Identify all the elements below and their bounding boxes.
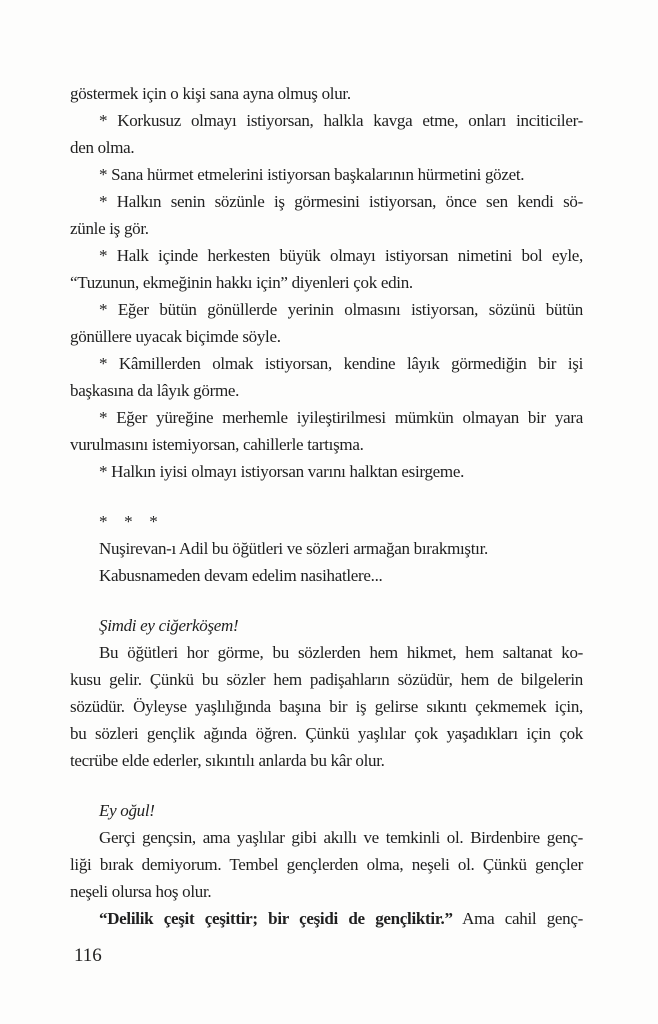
text-line: liği bırak demiyorum. Tembel gençlerden olma, neşeli ol. Çünkü gençler <box>70 855 583 874</box>
paragraph <box>70 296 583 350</box>
paragraph <box>70 824 583 905</box>
paragraph <box>70 535 583 562</box>
paragraph <box>70 350 583 404</box>
text-line: * Eğer yüreğine merhemle iyileştirilmesi mümkün olmayan bir yara <box>99 408 583 427</box>
section-separator <box>70 508 583 535</box>
text-line: * Halkın iyisi olmayı istiyorsan varını halktan esirgeme. <box>99 462 465 481</box>
text-line: Bu öğütleri hor görme, bu sözlerden hem hikmet, hem saltanat ko- <box>99 643 583 662</box>
text-line: * * * <box>99 512 158 531</box>
paragraph <box>70 458 583 485</box>
text-line: neşeli olursa hoş olur. <box>70 882 212 901</box>
page-number: 116 <box>74 945 102 966</box>
text-line: Şimdi ey ciğerköşem! <box>99 616 239 635</box>
text-line: * Sana hürmet etmelerini istiyorsan başkalarının hürmetini gözet. <box>99 165 525 184</box>
text-line: * Korkusuz olmayı istiyorsan, halkla kavga etme, onları inciticiler- <box>99 111 583 130</box>
text-line: Kabusnameden devam edelim nasihatlere... <box>99 566 383 585</box>
paragraph <box>70 639 583 774</box>
bold-quote-text: “Delilik çeşit çeşittir; bir çeşidi de gençliktir.” <box>99 909 453 928</box>
text-line: gönüllere uyacak biçimde söyle. <box>70 327 281 346</box>
text-line: * Eğer bütün gönüllerde yerinin olmasını istiyorsan, sözünü bütün <box>99 300 583 319</box>
text-line: tecrübe elde ederler, sıkıntılı anlarda bu kâr olur. <box>70 751 385 770</box>
paragraph <box>70 80 583 107</box>
paragraph <box>70 242 583 296</box>
paragraph <box>70 161 583 188</box>
text-line: * Halk içinde herkesten büyük olmayı istiyorsan nimetini bol eyle, <box>99 246 583 265</box>
italic-heading <box>70 612 583 639</box>
paragraph <box>70 107 583 161</box>
paragraph <box>70 562 583 589</box>
italic-heading <box>70 797 583 824</box>
text-line: * Halkın senin sözünle iş görmesini istiyorsan, önce sen kendi sö- <box>99 192 583 211</box>
text-line: Ey oğul! <box>99 801 155 820</box>
text-line: zünle iş gör. <box>70 219 149 238</box>
text-line: Nuşirevan-ı Adil bu öğütleri ve sözleri armağan bırakmıştır. <box>99 539 488 558</box>
paragraph <box>70 404 583 458</box>
text-line: den olma. <box>70 138 135 157</box>
text-line: vurulmasını istemiyorsan, cahillerle tartışma. <box>70 435 364 454</box>
plain-text: Ama cahil genç- <box>452 909 583 928</box>
text-line: Gerçi gençsin, ama yaşlılar gibi akıllı ve temkinli ol. Birdenbire genç- <box>99 828 583 847</box>
paragraph <box>70 905 583 932</box>
text-line: “Tuzunun, ekmeğinin hakkı için” diyenleri çok edin. <box>70 273 413 292</box>
text-line: başkasına da lâyık görme. <box>70 381 240 400</box>
text-line: sözüdür. Öyleyse yaşlılığında başına bir iş gelirse sıkıntı çekmemek için, <box>70 697 583 716</box>
text-line <box>70 905 583 932</box>
text-line: bu sözleri gençlik ağında öğren. Çünkü yaşlılar çok yaşadıkları için çok <box>70 724 583 743</box>
text-line: kusu gelir. Çünkü bu sözler hem padişahların sözüdür, hem de bilgelerin <box>70 670 583 689</box>
text-line: * Kâmillerden olmak istiyorsan, kendine lâyık görmediğin bir işi <box>99 354 583 373</box>
text-line: göstermek için o kişi sana ayna olmuş olur. <box>70 84 351 103</box>
paragraph <box>70 188 583 242</box>
body-text-block <box>70 80 583 932</box>
